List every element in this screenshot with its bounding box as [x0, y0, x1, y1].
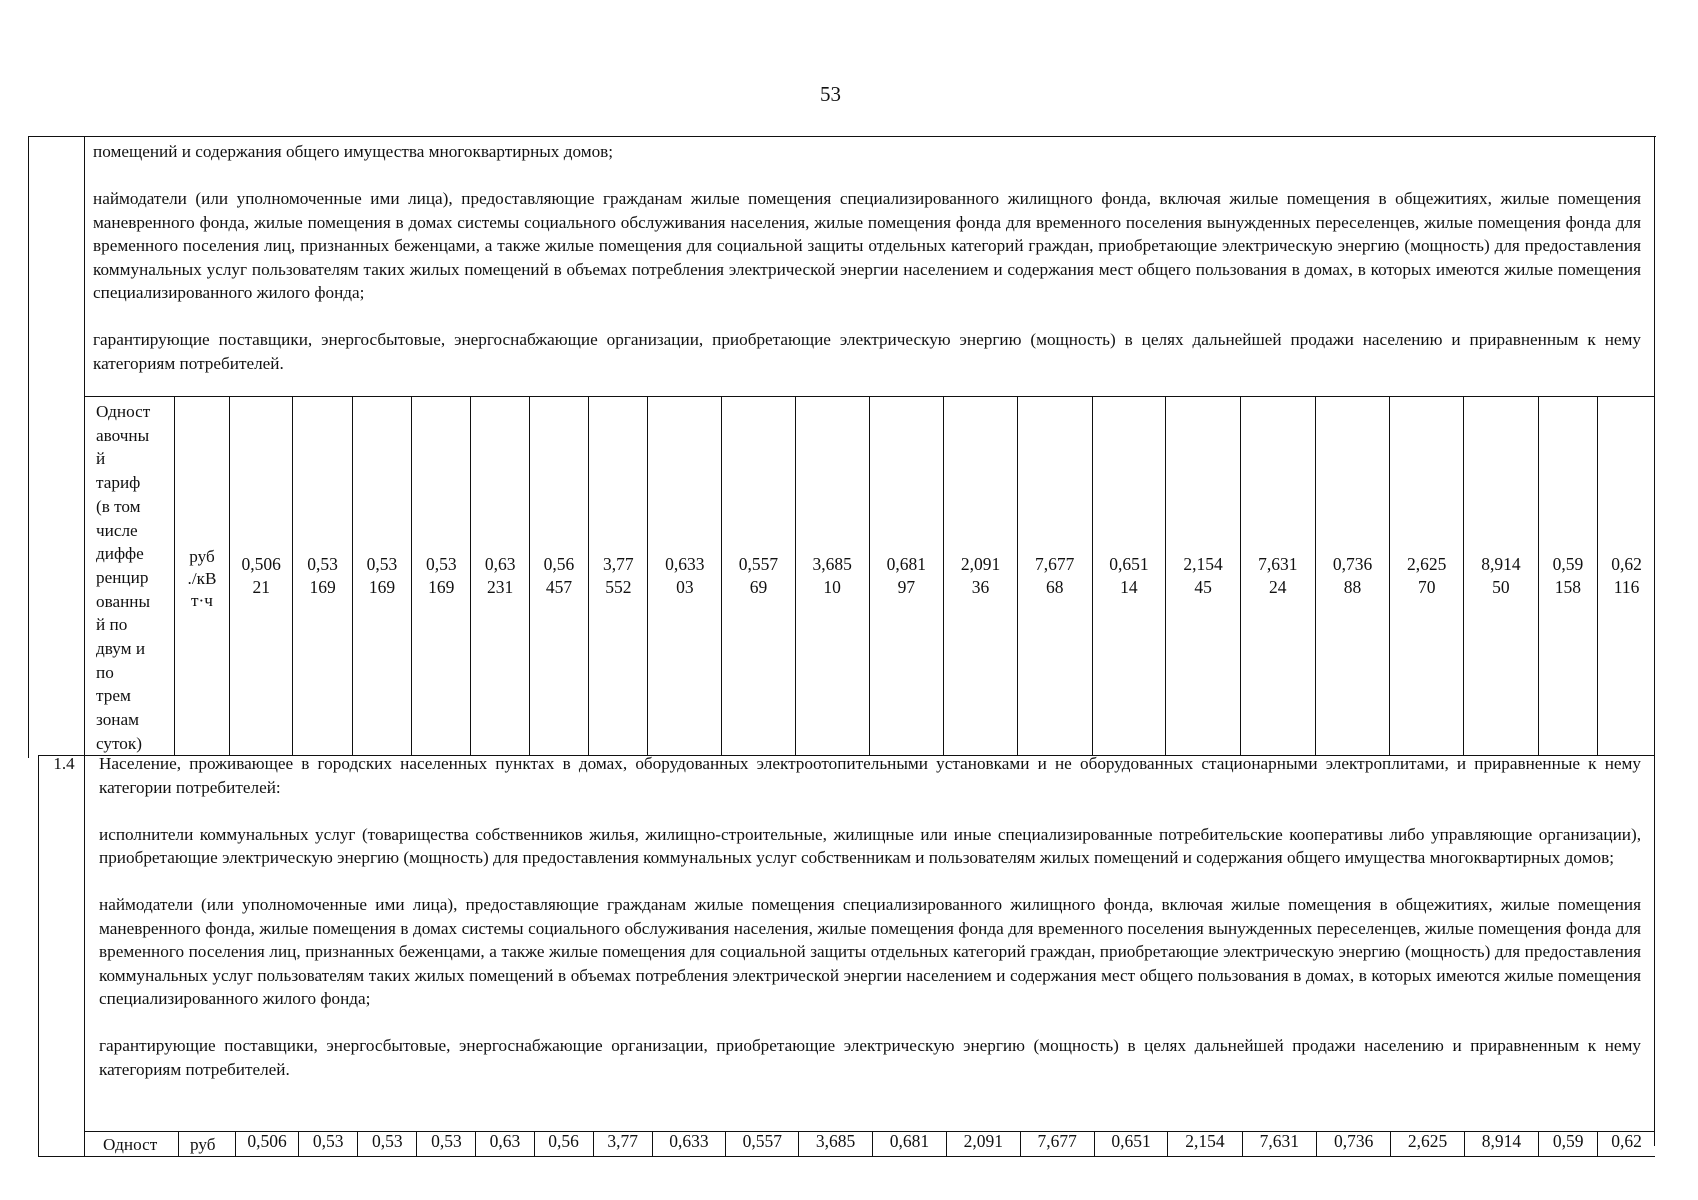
bottom-value-cell: 3,685 [799, 1131, 872, 1156]
tariff-label-line: ренцир [96, 567, 149, 587]
tariff-value-fraction-part: 14 [1120, 576, 1138, 597]
tariff-value-cell [293, 396, 352, 755]
tariff-label-line: ованны [96, 591, 151, 611]
tariff-value-cell [1017, 396, 1092, 755]
section-paragraph-4: гарантирующие поставщики, энергосбытовые, энергоснабжающие организации, приобретающие электрическую энергию (мощность) в целях дальнейшей продажи населению и приравненным к нему категориям потребителей. [99, 1036, 1641, 1079]
tariff-value-integer-part: 2,625 [1407, 553, 1447, 574]
tariff-value-integer-part: 0,63 [484, 553, 516, 574]
bottom-value-cell: 7,677 [1020, 1131, 1094, 1156]
table-left-border-lower [38, 756, 39, 1156]
number-column-divider [84, 136, 85, 1156]
bottom-value-cell: 0,651 [1094, 1131, 1167, 1156]
tariff-value-cell [722, 396, 796, 755]
tariff-label-line: двум и [96, 639, 146, 659]
tariff-value-integer-part: 0,633 [665, 553, 705, 574]
tariff-value-cell [589, 396, 648, 755]
tariff-label-line: зонам [96, 710, 139, 730]
tariff-value-cell [412, 396, 471, 755]
tariff-value-fraction-part: 50 [1492, 576, 1510, 597]
tariff-value-cell [869, 396, 944, 755]
bottom-row-unit: руб [190, 1135, 216, 1154]
bottom-value-cell: 0,557 [726, 1131, 799, 1156]
tariff-label-line: й [96, 449, 106, 469]
top-paragraph-3: гарантирующие поставщики, энергосбытовые, энергоснабжающие организации, приобретающие электрическую энергию (мощность) в целях дальнейшей продажи населению и приравненным к нему категориям потребителей. [93, 330, 1641, 373]
bottom-value-cell: 0,53 [417, 1131, 476, 1156]
tariff-value-cell [1240, 396, 1315, 755]
tariff-value-cell [1598, 396, 1655, 755]
label-unit-divider [174, 396, 175, 755]
tariff-value-fraction-part: 03 [676, 576, 694, 597]
section-number: 1.4 [53, 754, 75, 773]
tariff-value-cell [1092, 396, 1166, 755]
tariff-value-integer-part: 0,681 [886, 553, 927, 574]
tariff-value-integer-part: 0,506 [241, 553, 281, 574]
tariff-value-fraction-part: 68 [1045, 576, 1064, 597]
table-bottom-border [38, 1156, 1655, 1157]
tariff-value-cell [1315, 396, 1390, 755]
section-paragraph-2: исполнители коммунальных услуг (товарищества собственников жилья, жилищно-строительные, жилищные или иные специализированные потребительские кооперативы либо управляющие организации), приобретающие электрическую энергию (мощность) для предоставления коммунальных услуг собственникам и пользователям жилых помещений и содержания общего имущества многоквартирных домов; [99, 824, 1641, 867]
bottom-value-cell: 0,506 [236, 1131, 299, 1156]
tariff-value-fraction-part: 169 [368, 576, 396, 597]
tariff-value-fraction-part: 169 [428, 576, 455, 597]
tariff-value-cell [1166, 396, 1241, 755]
section-paragraph-3: наймодатели (или уполномоченные ими лица), предоставляющие гражданам жилые помещения специализированного жилищного фонда, включая жилые помещения в общежитиях, жилые помещения маневренного фонда, жилые помещения в домах системы социального обслуживания населения, жилые помещения фонда для временного поселения вынужденных переселенцев, жилые помещения фонда для временного поселения лиц, признанных беженцами, а также жилые помещения для социальной защиты отдельных категорий граждан, приобретающие электрическую энергию (мощность) для предоставления коммунальных услуг пользователям таких жилых помещений в объемах потребления электрической энергии населением и содержания мест общего пользования в домах, в которых имеются жилые помещения специализированного жилого фонда; [99, 895, 1641, 1008]
tariff-value-integer-part: 3,685 [812, 553, 852, 574]
tariff-value-fraction-part: 88 [1343, 576, 1362, 597]
tariff-label-line: й по [96, 615, 128, 635]
tariff-label-line: Одност [96, 402, 151, 421]
section-paragraph-1: Население, проживающее в городских населенных пунктах в домах, оборудованных электроотопительными установками и не оборудованных стационарными электроплитами, и приравненные к нему категории потребителей: [99, 754, 1641, 797]
tariff-value-integer-part: 0,56 [543, 553, 575, 574]
tariff-value-fraction-part: 69 [749, 576, 768, 597]
tariff-value-fraction-part: 21 [252, 576, 270, 597]
bottom-value-cell: 0,63 [476, 1131, 534, 1156]
bottom-value-cell: 3,77 [593, 1131, 652, 1156]
tariff-value-integer-part: 0,59 [1552, 553, 1584, 574]
tariff-value-integer-part: 0,651 [1109, 553, 1149, 574]
tariff-unit [176, 546, 228, 612]
tariff-value-fraction-part: 70 [1417, 576, 1436, 597]
top-section-text [93, 140, 1641, 375]
tariff-value-fraction-part: 231 [487, 576, 514, 597]
bottom-value-cell: 7,631 [1242, 1131, 1316, 1156]
tariff-label-line: суток) [96, 733, 142, 753]
bottom-value-cell: 0,53 [358, 1131, 417, 1156]
tariff-label-line: по [96, 662, 114, 682]
tariff-value-fraction-part: 158 [1554, 576, 1582, 597]
tariff-value-cell [648, 396, 722, 755]
tariff-values-table [229, 396, 1655, 755]
table-left-border [28, 136, 29, 758]
tariff-value-fraction-part: 97 [897, 576, 916, 597]
tariff-unit-line: т·ч [191, 591, 213, 610]
top-paragraph-2: наймодатели (или уполномоченные ими лица), предоставляющие гражданам жилые помещения специализированного жилищного фонда, включая жилые помещения в общежитиях, жилые помещения маневренного фонда, жилые помещения в домах системы социального обслуживания населения, жилые помещения фонда для временного поселения вынужденных переселенцев, жилые помещения фонда для временного поселения лиц, признанных беженцами, а также жилые помещения для социальной защиты отдельных категорий граждан, приобретающие электрическую энергию (мощность) для предоставления коммунальных услуг пользователям таких жилых помещений в объемах потребления электрической энергии населением и содержания мест общего пользования в домах, в которых имеются жилые помещения специализированного жилого фонда; [93, 189, 1641, 302]
tariff-value-fraction-part: 36 [971, 576, 990, 597]
tariff-unit-line: руб [189, 547, 215, 566]
tariff-value-integer-part: 0,62 [1611, 553, 1642, 574]
bottom-value-cell: 8,914 [1464, 1131, 1538, 1156]
bottom-value-cell: 0,633 [652, 1131, 725, 1156]
bottom-value-cell: 2,154 [1168, 1131, 1242, 1156]
tariff-value-fraction-part: 10 [823, 576, 841, 597]
tariff-value-cell [1464, 396, 1539, 755]
tariff-value-integer-part: 2,091 [960, 553, 1001, 574]
bottom-value-cell: 0,53 [299, 1131, 358, 1156]
bottom-value-cell: 0,736 [1317, 1131, 1391, 1156]
top-paragraph-1: помещений и содержания общего имущества многоквартирных домов; [93, 142, 614, 161]
bottom-value-cell: 2,625 [1391, 1131, 1464, 1156]
section-1-4-text [99, 752, 1641, 1081]
tariff-label-line: тариф [96, 473, 141, 493]
tariff-value-integer-part: 0,53 [425, 553, 457, 574]
page-number: 53 [820, 82, 841, 106]
tariff-value-cell [795, 396, 869, 755]
bottom-values-table [235, 1131, 1655, 1156]
tariff-value-cell [1538, 396, 1597, 755]
tariff-value-integer-part: 7,631 [1258, 553, 1298, 574]
bottom-values-row [236, 1131, 1656, 1156]
tariff-label-line: диффе [96, 544, 144, 564]
tariff-value-cell [230, 396, 293, 755]
tariff-unit-line: ./кВ [187, 569, 217, 588]
bottom-value-cell: 0,59 [1539, 1131, 1598, 1156]
tariff-label [96, 400, 174, 756]
tariff-value-cell [1390, 396, 1464, 755]
tariff-value-integer-part: 3,77 [603, 553, 634, 574]
tariff-value-fraction-part: 457 [545, 576, 573, 597]
bottom-value-cell: 0,56 [534, 1131, 593, 1156]
tariff-value-integer-part: 0,557 [738, 553, 779, 574]
bottom-value-cell: 2,091 [947, 1131, 1020, 1156]
tariff-value-integer-part: 0,53 [366, 553, 398, 574]
tariff-value-cell [471, 396, 529, 755]
tariff-value-cell [944, 396, 1018, 755]
tariff-value-integer-part: 8,914 [1481, 553, 1521, 574]
tariff-value-fraction-part: 552 [605, 576, 632, 597]
bottom-value-cell: 0,681 [872, 1131, 946, 1156]
bottom-value-cell: 0,62 [1598, 1131, 1655, 1156]
tariff-values-row [230, 396, 1656, 755]
bottom-row-label: Одност [103, 1135, 158, 1154]
table-top-border [28, 136, 1656, 137]
tariff-value-cell [529, 396, 588, 755]
tariff-value-integer-part: 7,677 [1035, 553, 1075, 574]
tariff-label-line: авочны [96, 425, 150, 445]
tariff-label-line: (в том [96, 496, 141, 516]
tariff-value-fraction-part: 116 [1613, 576, 1640, 597]
tariff-value-fraction-part: 169 [309, 576, 336, 597]
tariff-label-line: трем [96, 686, 131, 706]
tariff-value-fraction-part: 45 [1194, 576, 1212, 597]
bottom-label-unit-divider [178, 1131, 179, 1156]
tariff-label-line: числе [96, 520, 138, 540]
tariff-value-integer-part: 0,736 [1332, 553, 1373, 574]
tariff-value-integer-part: 2,154 [1183, 553, 1223, 574]
tariff-value-integer-part: 0,53 [307, 553, 338, 574]
tariff-value-fraction-part: 24 [1269, 576, 1287, 597]
tariff-value-cell [352, 396, 411, 755]
